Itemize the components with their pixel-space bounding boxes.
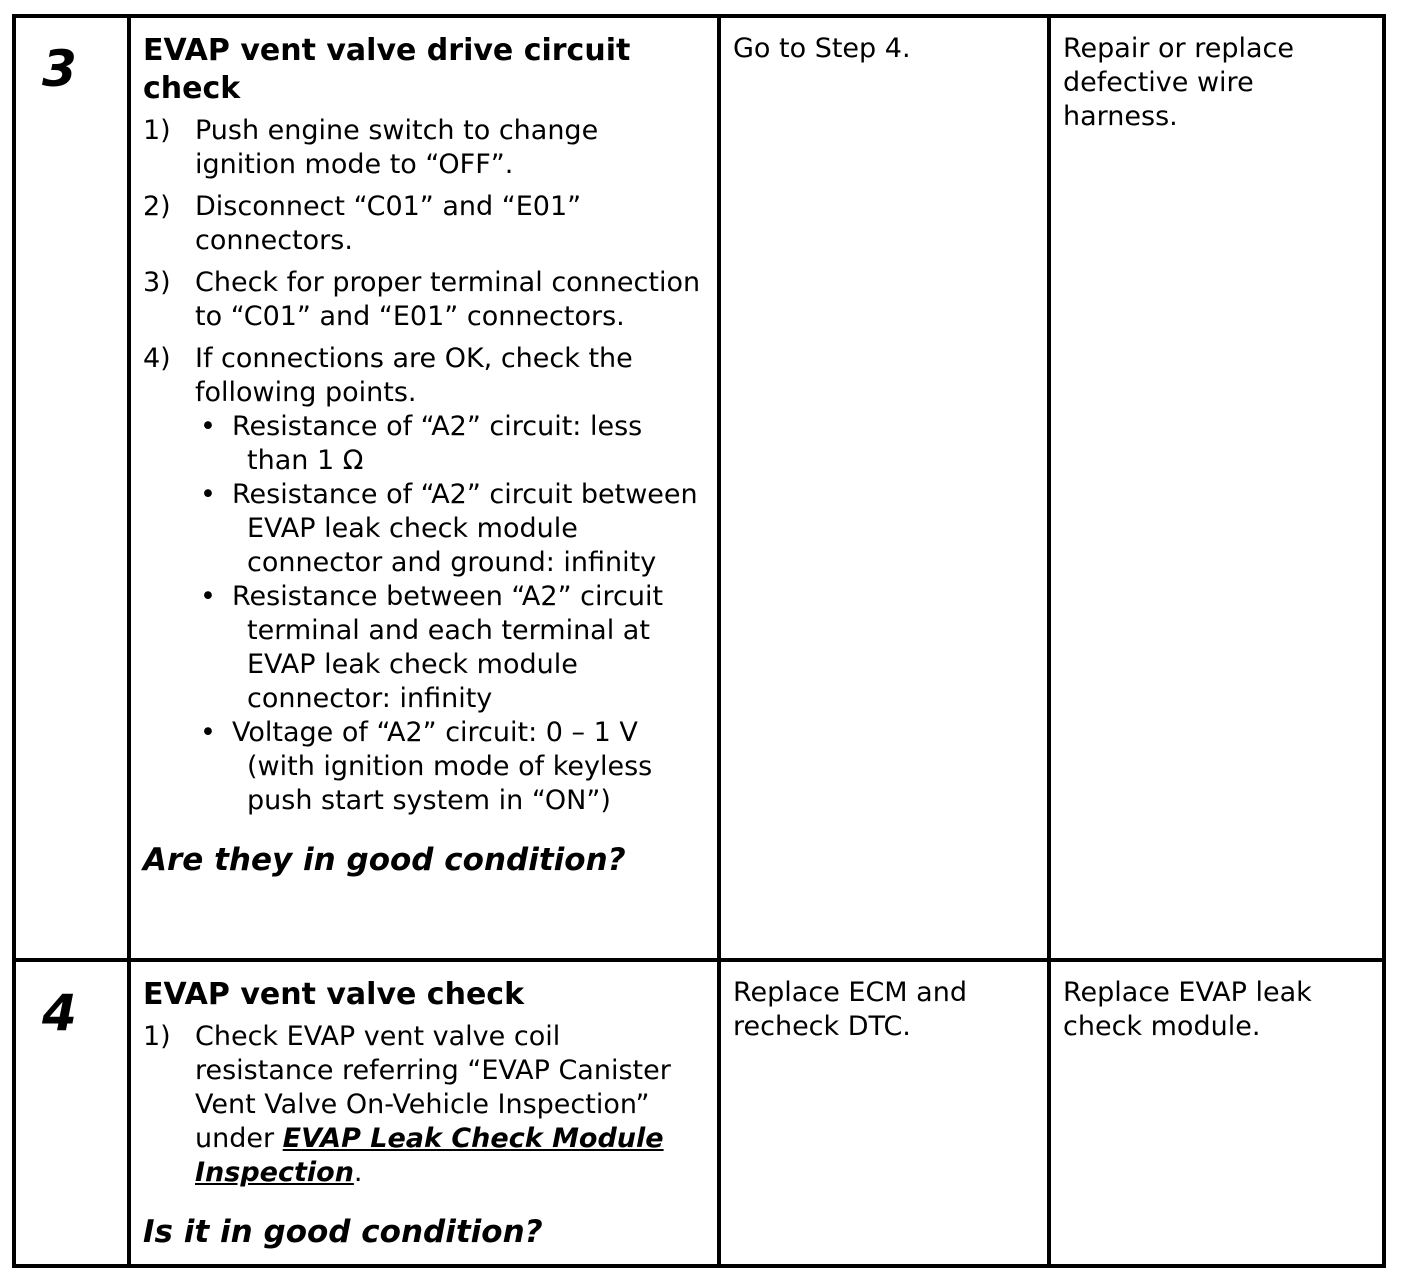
procedure-item: 1) Check EVAP vent valve coil resistance referring “EVAP Canister Vent Valve On-Vehicle Inspection” under EVAP Leak Check Module Inspection.	[143, 1021, 671, 1188]
no-cell	[1049, 960, 1384, 1266]
yes-result: Go to Step 4.	[733, 33, 911, 64]
bullet-icon: •	[200, 479, 216, 510]
check-point: • Resistance between “A2” circuit terminal and each terminal at EVAP leak check module connector: infinity	[200, 581, 664, 714]
question: Are they in good condition?	[143, 842, 626, 878]
step-cell	[14, 16, 129, 960]
step-number: 4	[42, 984, 77, 1042]
bullet-icon: •	[200, 411, 216, 442]
bullet-icon: •	[200, 717, 216, 748]
diagnostic-table	[12, 14, 1386, 1268]
bullet-icon: •	[200, 581, 216, 612]
procedure-item: 4) If connections are OK, check the following points. • Resistance of “A2” circuit: less than 1 Ω • Resistance of “A2” circuit between EVAP leak check module connector and ground: infinity • Resistance between “A2” circuit terminal and each terminal at EVAP leak check module connector: infinity • Voltage of “A2” circuit: 0 – 1 V (with ignition mode of keyless push start system in “ON”)	[143, 342, 703, 818]
no-cell	[1049, 16, 1384, 960]
check-point: • Resistance of “A2” circuit: less than 1 Ω	[200, 411, 643, 476]
yes-cell	[719, 960, 1049, 1266]
inspection-link[interactable]: EVAP Leak Check Module Inspection	[195, 1123, 664, 1188]
procedure-list	[143, 1020, 703, 1190]
question: Is it in good condition?	[143, 1214, 543, 1250]
check-points-list	[195, 410, 703, 818]
procedure-item: 2) Disconnect “C01” and “E01” connectors.	[143, 191, 582, 256]
table-row-step-3	[14, 16, 1384, 960]
procedure-list	[143, 114, 703, 818]
check-point: • Resistance of “A2” circuit between EVAP leak check module connector and ground: infinity	[200, 479, 698, 578]
table-row-step-4	[14, 960, 1384, 1266]
procedure-item: 1) Push engine switch to change ignition mode to “OFF”.	[143, 115, 599, 180]
no-result: Replace EVAP leak check module.	[1063, 977, 1312, 1042]
action-cell	[129, 960, 719, 1266]
check-point: • Voltage of “A2” circuit: 0 – 1 V (with ignition mode of keyless push start system in “ON”)	[200, 717, 653, 816]
no-result: Repair or replace defective wire harness.	[1063, 33, 1294, 132]
action-title: EVAP vent valve check	[143, 977, 525, 1012]
yes-result: Replace ECM and recheck DTC.	[733, 977, 967, 1042]
procedure-item: 3) Check for proper terminal connection to “C01” and “E01” connectors.	[143, 267, 701, 332]
step-cell	[14, 960, 129, 1266]
action-cell	[129, 16, 719, 960]
yes-cell	[719, 16, 1049, 960]
step-number: 3	[42, 40, 77, 98]
action-title: EVAP vent valve drive circuit check	[143, 33, 631, 106]
